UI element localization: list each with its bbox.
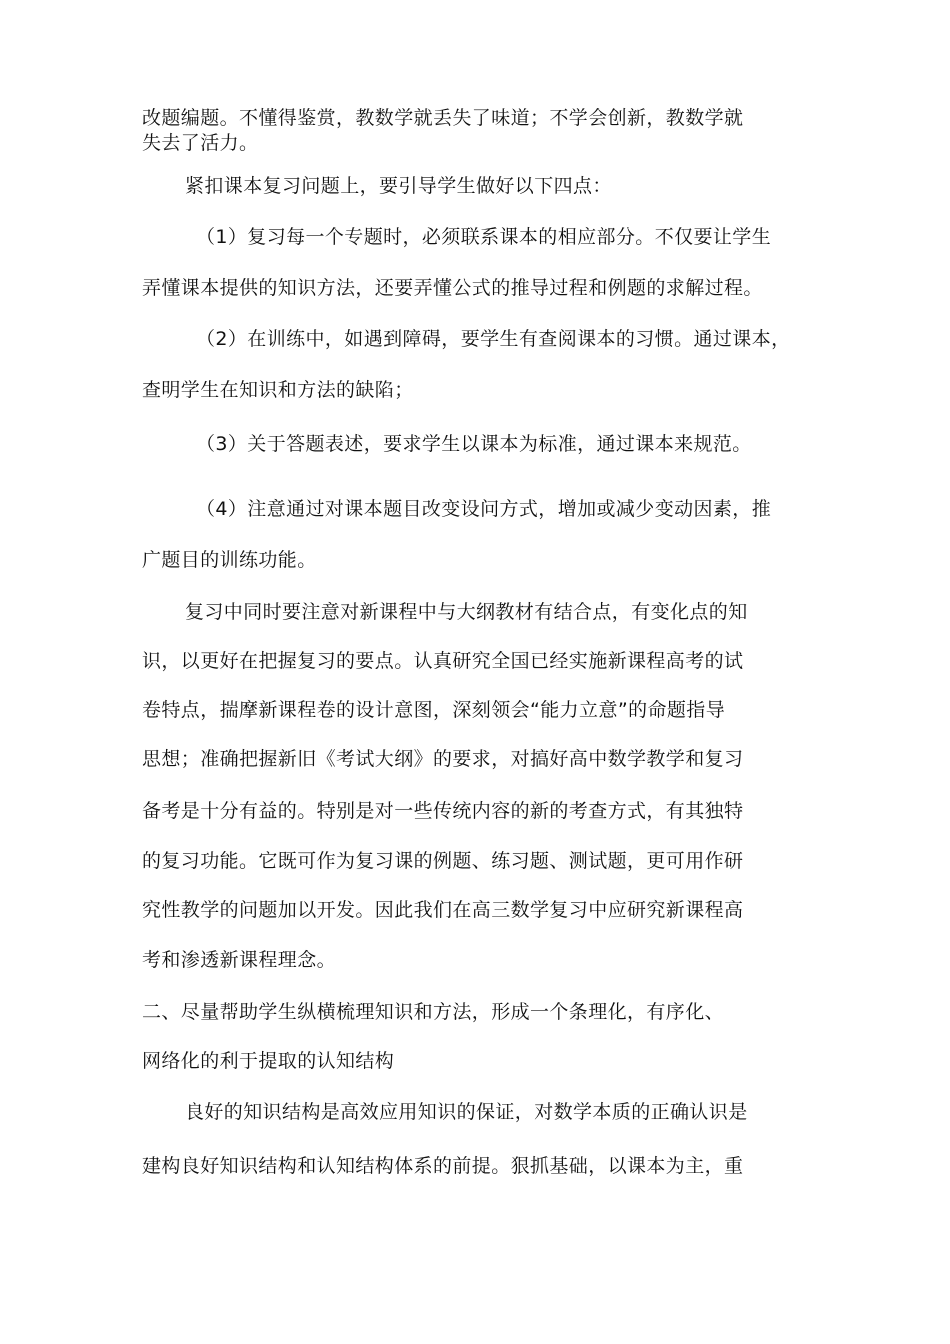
text-line: （2）在训练中，如遇到障碍，要学生有查阅课本的习惯。通过课本， bbox=[196, 328, 791, 350]
section-heading: 网络化的利于提取的认知结构 bbox=[142, 1050, 395, 1072]
text-line: 卷特点，揣摩新课程卷的设计意图，深刻领会“能力立意”的命题指导 bbox=[142, 699, 726, 721]
text-line: 良好的知识结构是高效应用知识的保证，对数学本质的正确认识是 bbox=[185, 1101, 748, 1123]
text-line: （1）复习每一个专题时，必须联系课本的相应部分。不仅要让学生 bbox=[196, 226, 772, 248]
text-line: 备考是十分有益的。特别是对一些传统内容的新的考查方式，有其独特 bbox=[142, 800, 744, 822]
text-line: 改题编题。不懂得鉴赏，教数学就丢失了味道；不学会创新，教数学就 bbox=[142, 107, 744, 129]
text-line: （4）注意通过对课本题目改变设问方式，增加或减少变动因素，推 bbox=[196, 498, 772, 520]
text-line: 建构良好知识结构和认知结构体系的前提。狠抓基础，以课本为主，重 bbox=[142, 1155, 744, 1177]
text-line: 考和渗透新课程理念。 bbox=[142, 949, 337, 971]
section-heading: 二、尽量帮助学生纵横梳理知识和方法，形成一个条理化，有序化、 bbox=[142, 1001, 725, 1023]
text-line: 紧扣课本复习问题上，要引导学生做好以下四点： bbox=[185, 175, 612, 197]
text-line: 究性教学的问题加以开发。因此我们在高三数学复习中应研究新课程高 bbox=[142, 899, 744, 921]
text-line: 广题目的训练功能。 bbox=[142, 549, 317, 571]
text-line: 思想；准确把握新旧《考试大纲》的要求，对搞好高中数学教学和复习 bbox=[142, 748, 744, 770]
text-line: 查明学生在知识和方法的缺陷； bbox=[142, 379, 414, 401]
text-line: 弄懂课本提供的知识方法，还要弄懂公式的推导过程和例题的求解过程。 bbox=[142, 277, 763, 299]
text-line: 的复习功能。它既可作为复习课的例题、练习题、测试题，更可用作研 bbox=[142, 850, 744, 872]
text-line: （3）关于答题表述，要求学生以课本为标准，通过课本来规范。 bbox=[196, 433, 752, 455]
text-line: 失去了活力。 bbox=[142, 132, 259, 154]
text-line: 识，以更好在把握复习的要点。认真研究全国已经实施新课程高考的试 bbox=[142, 650, 744, 672]
text-line: 复习中同时要注意对新课程中与大纲教材有结合点，有变化点的知 bbox=[185, 601, 748, 623]
